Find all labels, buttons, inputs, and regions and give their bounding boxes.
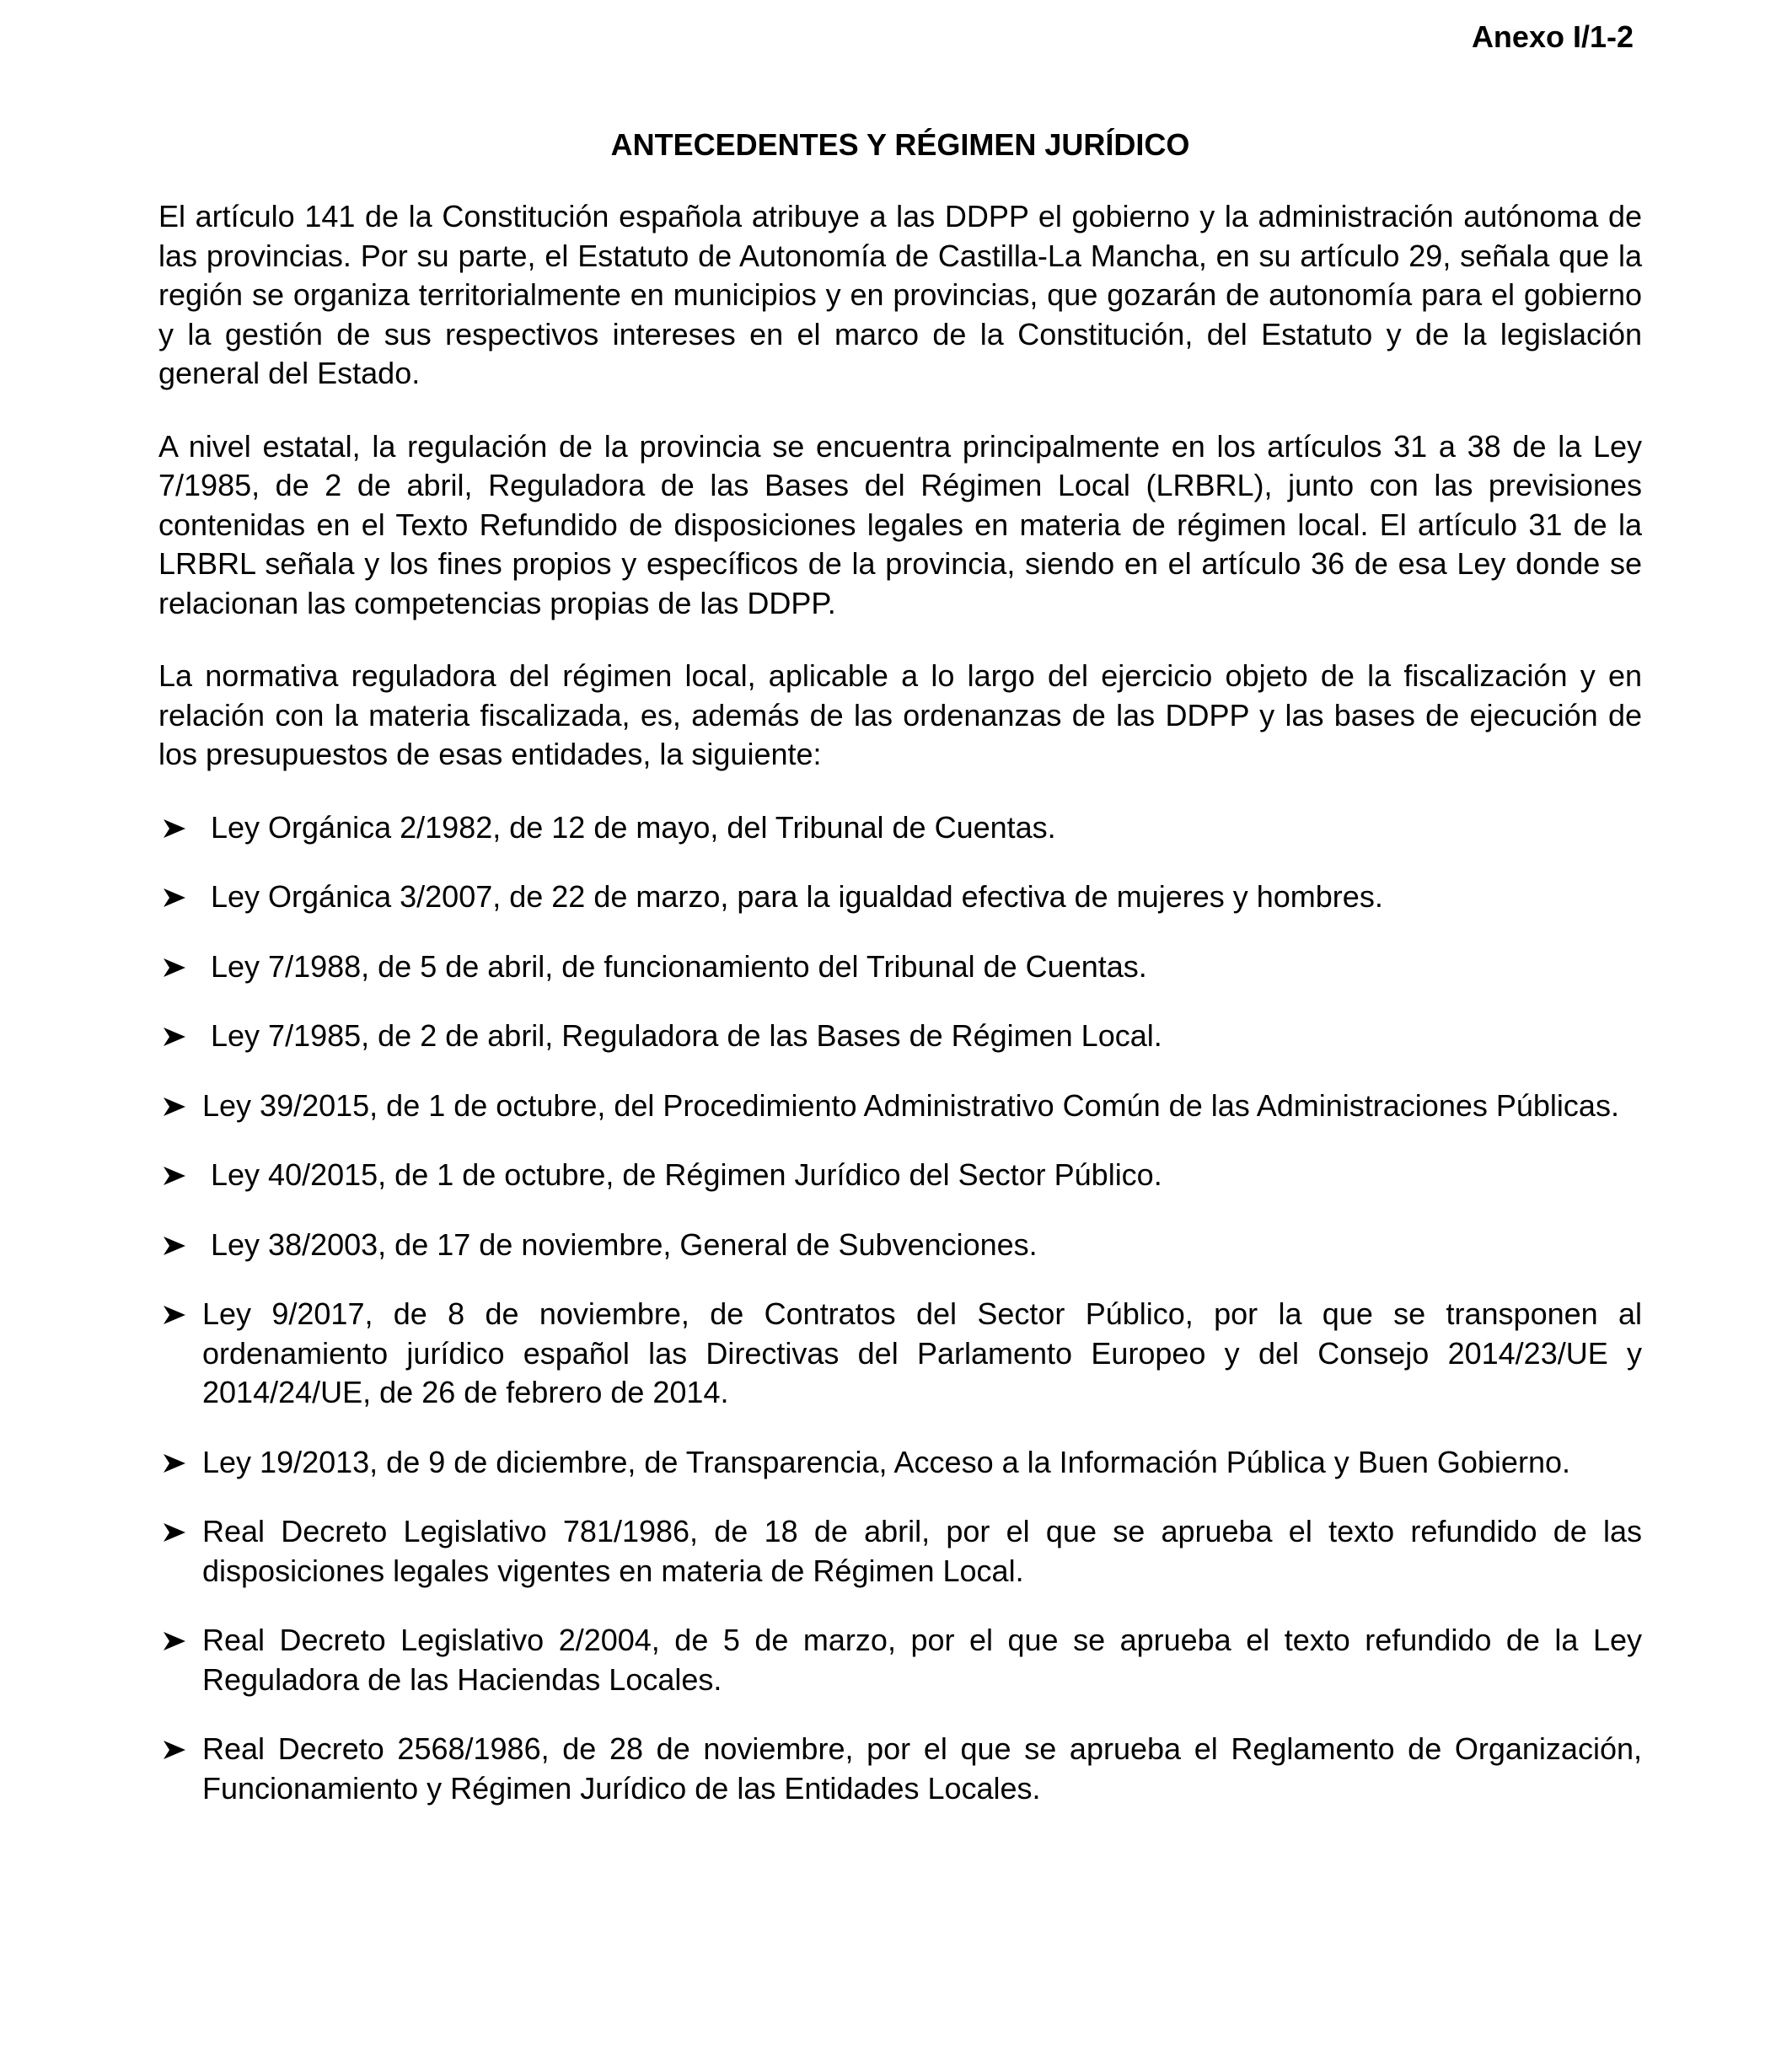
arrowhead-bullet-icon [158,1087,192,1126]
law-text: Real Decreto Legislativo 781/1986, de 18 de abril, por el que se aprueba el texto refundido de las disposiciones legales vigentes en materia de Régimen Local. [202,1514,1642,1588]
list-item [158,1295,1642,1413]
arrowhead-bullet-icon [158,1621,192,1661]
paragraph-state-regulation: A nivel estatal, la regulación de la provincia se encuentra principalmente en los artículos 31 a 38 de la Ley 7/1985, de 2 de abril, Reguladora de las Bases del Régimen Local (LRBRL), junto con las previsiones contenidas en el Texto Refundido de disposiciones legales en materia de régimen local. El artículo 31 de la LRBRL señala y los fines propios y específicos de la provincia, siendo en el artículo 36 de esa Ley donde se relacionan las competencias propias de las DDPP. [158,428,1642,620]
law-text: Ley 40/2015, de 1 de octubre, de Régimen Jurídico del Sector Público. [211,1157,1162,1192]
paragraph-constitution: El artículo 141 de la Constitución española atribuye a las DDPP el gobierno y la administración autónoma de las provincias. Por su parte, el Estatuto de Autonomía de Castilla-La Mancha, en su artículo 29, señala que la región se organiza territorialmente en municipios y en provincias, que gozarán de autonomía para el gobierno y la gestión de sus respectivos intereses en el marco de la Constitución, del Estatuto y de la legislación general del Estado. [158,199,1642,390]
law-text: Ley 19/2013, de 9 de diciembre, de Transparencia, Acceso a la Información Pública y Buen Gobierno. [202,1444,1570,1479]
list-item [158,808,1642,848]
arrowhead-bullet-icon [158,808,192,848]
law-text: Ley Orgánica 2/1982, de 12 de mayo, del Tribunal de Cuentas. [211,809,1056,845]
arrowhead-bullet-icon [158,1017,192,1056]
arrowhead-bullet-icon [158,1226,192,1265]
arrowhead-bullet-icon [158,1156,192,1195]
arrowhead-bullet-icon [158,947,192,987]
law-text: Ley 9/2017, de 8 de noviembre, de Contratos del Sector Público, por la que se transponen al ordenamiento jurídico español las Directivas del Parlamento Europeo y del Consejo 2014/23/UE y 2014/24/UE, de 26 de febrero de 2014. [202,1296,1642,1409]
list-item [158,1443,1642,1483]
list-item [158,877,1642,917]
page-title: ANTECEDENTES Y RÉGIMEN JURÍDICO [610,127,1190,162]
arrowhead-bullet-icon [158,1443,192,1483]
law-text: Ley Orgánica 3/2007, de 22 de marzo, para la igualdad efectiva de mujeres y hombres. [211,879,1383,914]
law-text: Ley 7/1988, de 5 de abril, de funcionamiento del Tribunal de Cuentas. [211,948,1147,984]
annex-label: Anexo I/1-2 [1471,19,1634,54]
law-text: Real Decreto 2568/1986, de 28 de noviembre, por el que se aprueba el Reglamento de Organización, Funcionamiento y Régimen Jurídico de las Entidades Locales. [202,1731,1642,1806]
arrowhead-bullet-icon [158,1512,192,1552]
law-text: Real Decreto Legislativo 2/2004, de 5 de marzo, por el que se aprueba el texto refundido de la Ley Reguladora de las Haciendas Locales. [202,1623,1642,1697]
list-item [158,1226,1642,1265]
law-text: Ley 38/2003, de 17 de noviembre, General de Subvenciones. [211,1226,1038,1262]
document-body [158,126,1642,1838]
list-item [158,1621,1642,1699]
law-text: Ley 39/2015, de 1 de octubre, del Procedimiento Administrativo Común de las Administraciones Públicas. [202,1087,1619,1123]
list-item [158,1087,1642,1126]
arrowhead-bullet-icon [158,877,192,917]
paragraph-local-regulation: La normativa reguladora del régimen local, aplicable a lo largo del ejercicio objeto de la fiscalización y en relación con la materia fiscalizada, es, además de las ordenanzas de las DDPP y las bases de ejecución de los presupuestos de esas entidades, la siguiente: [158,658,1642,771]
law-text: Ley 7/1985, de 2 de abril, Reguladora de las Bases de Régimen Local. [211,1018,1162,1053]
arrowhead-bullet-icon [158,1730,192,1769]
list-item [158,1512,1642,1591]
list-item [158,1156,1642,1195]
list-item [158,1730,1642,1808]
law-list [158,808,1642,1809]
list-item [158,1017,1642,1056]
list-item [158,947,1642,987]
arrowhead-bullet-icon [158,1295,192,1334]
